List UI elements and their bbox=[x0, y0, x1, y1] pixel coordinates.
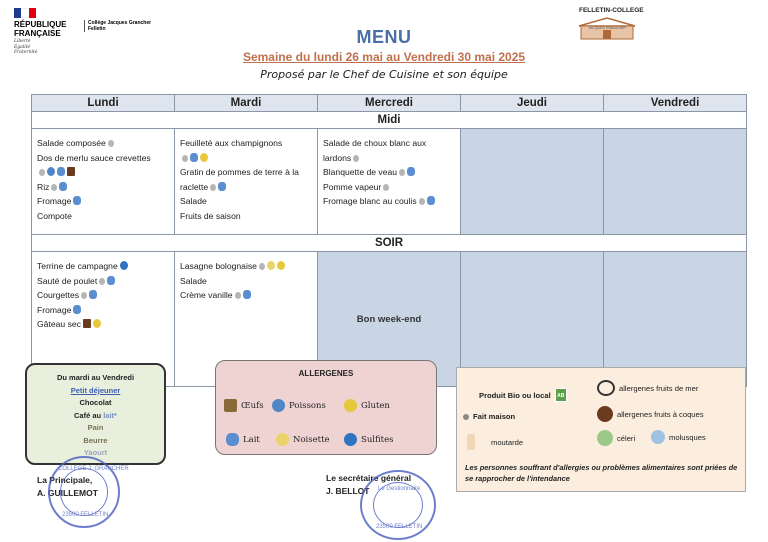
menu-item bbox=[37, 136, 169, 151]
petit-dejeuner-link[interactable]: Petit déjeuner bbox=[70, 385, 121, 395]
cel-icon bbox=[67, 167, 75, 176]
menu-item-label: Salade de choux blanc aux bbox=[323, 138, 427, 148]
menu-item-label: Salade bbox=[180, 196, 207, 206]
allergen-noisette bbox=[276, 433, 330, 446]
day-jeudi: Jeudi bbox=[461, 95, 604, 112]
milk-icon bbox=[89, 290, 97, 299]
menu-item-label: Fromage bbox=[37, 304, 72, 315]
menu-item bbox=[180, 194, 312, 209]
stamp2-city: 23500 FELLETIN bbox=[376, 524, 423, 530]
egg-icon bbox=[39, 169, 45, 176]
allergen-oeufs bbox=[224, 399, 264, 412]
allergenes-title: ALLERGENES bbox=[298, 369, 354, 378]
menu-item-label: Gratin de pommes de terre à la bbox=[180, 167, 299, 177]
week-subtitle: Semaine du lundi 26 mai au Vendredi 30 mai 2025 bbox=[242, 50, 526, 64]
pd-chocolat: Chocolat bbox=[79, 398, 112, 407]
menu-item bbox=[323, 136, 455, 151]
rf-line-1: RÉPUBLIQUE bbox=[14, 20, 67, 29]
legend-box bbox=[456, 367, 746, 492]
legend-mollusques bbox=[651, 430, 706, 444]
college-stamp bbox=[48, 456, 129, 528]
allergen-gluten-label: Gluten bbox=[361, 400, 390, 411]
pd-cafe-a: Café au bbox=[74, 410, 104, 420]
principale-name: A. GUILLEMOT bbox=[37, 488, 98, 498]
rf-line-2: FRANÇAISE bbox=[14, 29, 61, 38]
milk-icon bbox=[73, 196, 81, 205]
midi-mardi bbox=[175, 129, 318, 235]
felletin-college-logo bbox=[573, 6, 644, 42]
menu-item-label: Terrine de campagne bbox=[37, 261, 118, 271]
milk-icon bbox=[190, 153, 198, 162]
menu-item-label: Gâteau sec bbox=[37, 319, 81, 329]
menu-item bbox=[37, 259, 169, 274]
midi-lundi bbox=[32, 129, 175, 235]
midi-band bbox=[32, 112, 747, 129]
egg-icon bbox=[224, 399, 237, 412]
menu-item bbox=[323, 180, 455, 195]
milk-icon bbox=[107, 276, 115, 285]
bon-week-end: Bon week-end bbox=[318, 252, 461, 387]
petit-dejeuner-box bbox=[25, 363, 166, 465]
milk-icon bbox=[59, 182, 67, 191]
gestionnaire-stamp bbox=[360, 470, 436, 540]
egg-icon bbox=[259, 263, 265, 270]
fish-icon bbox=[47, 167, 55, 176]
mollusc-icon bbox=[651, 430, 665, 444]
midi-jeudi-empty bbox=[461, 129, 604, 235]
legend-moutarde bbox=[467, 434, 523, 450]
fc-logo-name: FELLETIN-COLLEGE bbox=[579, 7, 644, 14]
mustard-icon bbox=[467, 434, 475, 450]
nuts-icon bbox=[597, 406, 613, 422]
menu-item bbox=[37, 180, 169, 195]
school-building-icon bbox=[577, 16, 637, 40]
menu-table bbox=[31, 94, 747, 387]
secretaire-name: J. BELLOT bbox=[326, 486, 370, 496]
menu-item bbox=[180, 151, 312, 166]
menu-item bbox=[323, 194, 455, 209]
egg-icon bbox=[182, 155, 188, 162]
allergen-poissons bbox=[272, 399, 326, 412]
allergen-sulfites bbox=[344, 433, 394, 446]
milk-icon bbox=[407, 167, 415, 176]
days-header-row bbox=[32, 95, 747, 112]
menu-item-label: Blanquette de veau bbox=[323, 167, 398, 177]
soir-label: SOIR bbox=[32, 235, 747, 252]
day-lundi: Lundi bbox=[32, 95, 175, 112]
fc-logo-sub: JACQUES GRANCHER bbox=[588, 26, 626, 30]
allergen-sulfites-label: Sulfites bbox=[361, 434, 394, 445]
allergen-lait bbox=[226, 433, 260, 446]
college-city: Felletin bbox=[88, 26, 106, 32]
allergen-gluten bbox=[344, 399, 390, 412]
legend-fruits-coques bbox=[597, 406, 704, 422]
midi-mercredi bbox=[318, 129, 461, 235]
menu-item bbox=[180, 288, 312, 303]
menu-item-label: Salade bbox=[180, 275, 207, 286]
legend-fruits-mer-label: allergenes fruits de mer bbox=[619, 383, 699, 393]
shrimp-icon bbox=[597, 380, 615, 396]
menu-item-label: Courgettes bbox=[37, 290, 80, 300]
allergen-oeufs-label: Œufs bbox=[241, 400, 264, 411]
day-mercredi: Mercredi bbox=[318, 95, 461, 112]
menu-item-label: raclette bbox=[180, 181, 209, 192]
stamp1-text: COLLÈGE J. GRANCHER bbox=[58, 466, 129, 472]
motto-liberte: Liberté bbox=[14, 39, 31, 44]
soir-band bbox=[32, 235, 747, 252]
french-flag-icon bbox=[14, 8, 36, 18]
menu-item bbox=[323, 151, 455, 166]
midi-vendredi-empty bbox=[604, 129, 747, 235]
legend-fruits-coques-label: allergenes fruits à coques bbox=[617, 409, 704, 419]
pd-beurre: Beurre bbox=[83, 435, 108, 445]
egg-icon bbox=[419, 198, 425, 205]
menu-item bbox=[37, 317, 169, 332]
menu-item-label: Riz bbox=[37, 181, 50, 192]
menu-item bbox=[37, 303, 169, 318]
legend-celeri bbox=[597, 430, 635, 446]
bio-ab-logo-icon: AB bbox=[555, 388, 567, 402]
menu-item bbox=[37, 288, 169, 303]
wheat-icon bbox=[344, 399, 357, 412]
milk-icon bbox=[218, 182, 226, 191]
menu-item-label: Pomme vapeur bbox=[323, 181, 382, 192]
menu-item bbox=[37, 274, 169, 289]
menu-item bbox=[180, 209, 312, 224]
day-mardi: Mardi bbox=[175, 95, 318, 112]
celery-icon bbox=[597, 430, 613, 446]
pd-cafe-b: lait* bbox=[103, 410, 117, 420]
menu-item-label: Crème vanille bbox=[180, 290, 233, 300]
menu-item bbox=[323, 165, 455, 180]
pd-line1: Du mardi au Vendredi bbox=[56, 373, 135, 382]
allergen-lait-label: Lait bbox=[243, 434, 260, 445]
menu-item-label: Lasagne bolognaise bbox=[180, 261, 257, 271]
legend-mollusques-label: molusques bbox=[669, 432, 706, 442]
chef-hat-icon bbox=[463, 414, 469, 420]
nut-icon bbox=[267, 261, 275, 270]
menu-item bbox=[180, 259, 312, 274]
milk-icon bbox=[57, 167, 65, 176]
allergen-noisette-label: Noisette bbox=[293, 434, 330, 445]
menu-item bbox=[37, 165, 169, 180]
menu-item-label: Fromage bbox=[37, 196, 72, 206]
menu-item-label: Dos de merlu sauce crevettes bbox=[37, 152, 151, 163]
allergy-warning: Les personnes souffrant d'allergies ou problèmes alimentaires sont priées de se rapprocher de l'intendance bbox=[465, 463, 738, 483]
egg-icon bbox=[51, 184, 57, 191]
milk-icon bbox=[73, 305, 81, 314]
midi-row bbox=[32, 129, 747, 235]
nut-icon bbox=[276, 433, 289, 446]
egg-icon bbox=[81, 292, 87, 299]
menu-item bbox=[37, 151, 169, 166]
legend-fait-maison-label: Fait maison bbox=[473, 412, 516, 421]
menu-item-label: Compote bbox=[37, 210, 72, 221]
gluten-icon bbox=[200, 153, 208, 162]
day-vendredi: Vendredi bbox=[604, 95, 747, 112]
cel-icon bbox=[83, 319, 91, 328]
page-title: MENU bbox=[356, 27, 412, 47]
menu-item-label: Fruits de saison bbox=[180, 210, 241, 221]
milk-icon bbox=[226, 433, 239, 446]
egg-icon bbox=[210, 184, 216, 191]
college-stamp-inner bbox=[60, 468, 108, 516]
menu-item-label: lardons bbox=[323, 152, 352, 163]
egg-icon bbox=[108, 140, 114, 147]
menu-item bbox=[37, 194, 169, 209]
menu-item bbox=[180, 136, 312, 151]
menu-item-label: Feuilleté aux champignons bbox=[180, 138, 283, 148]
egg-icon bbox=[399, 169, 405, 176]
sulfite-icon bbox=[344, 433, 357, 446]
legend-fruits-mer bbox=[597, 380, 698, 396]
stamp1-city: 23500 FELLETIN bbox=[62, 512, 109, 518]
legend-bio bbox=[479, 388, 567, 402]
pd-pain: Pain bbox=[87, 423, 104, 432]
midi-label: Midi bbox=[32, 112, 747, 129]
legend-celeri-label: céleri bbox=[617, 433, 636, 443]
proposed-by: Proposé par le Chef de Cuisine et son équipe bbox=[260, 68, 508, 81]
menu-item bbox=[180, 180, 312, 195]
fish-icon bbox=[272, 399, 285, 412]
stamp2-text: Le Gestionnaire bbox=[378, 486, 421, 492]
menu-item bbox=[37, 209, 169, 224]
secretaire-role: Le secrétaire général bbox=[326, 473, 412, 483]
menu-item bbox=[180, 165, 312, 180]
menu-item-label: Fromage blanc au coulis bbox=[323, 196, 417, 206]
menu-item-label: Salade composée bbox=[37, 138, 106, 148]
gluten-icon bbox=[93, 319, 101, 328]
motto-egalite: Égalité bbox=[14, 44, 31, 50]
motto-fraternite: Fraternité bbox=[14, 50, 38, 55]
principale-role: La Principale, bbox=[37, 475, 93, 485]
pd-cafe bbox=[27, 410, 164, 423]
legend-fait-maison bbox=[463, 412, 515, 421]
milk-icon bbox=[427, 196, 435, 205]
pd-yaourt: Yaourt bbox=[83, 448, 108, 457]
milk-icon bbox=[243, 290, 251, 299]
egg-icon bbox=[383, 184, 389, 191]
gluten-icon bbox=[277, 261, 285, 270]
legend-moutarde-label: moutarde bbox=[491, 437, 524, 447]
egg-icon bbox=[99, 278, 105, 285]
college-name: Collège Jacques Grancher bbox=[88, 20, 152, 26]
allergen-poissons-label: Poissons bbox=[289, 400, 326, 411]
menu-item-label: Sauté de poulet bbox=[37, 275, 98, 286]
egg-icon bbox=[235, 292, 241, 299]
sulfite-icon bbox=[120, 261, 128, 270]
egg-icon bbox=[353, 155, 359, 162]
menu-item bbox=[180, 274, 312, 289]
legend-bio-label: Produit Bio ou local bbox=[479, 390, 551, 400]
allergenes-box bbox=[215, 360, 437, 455]
